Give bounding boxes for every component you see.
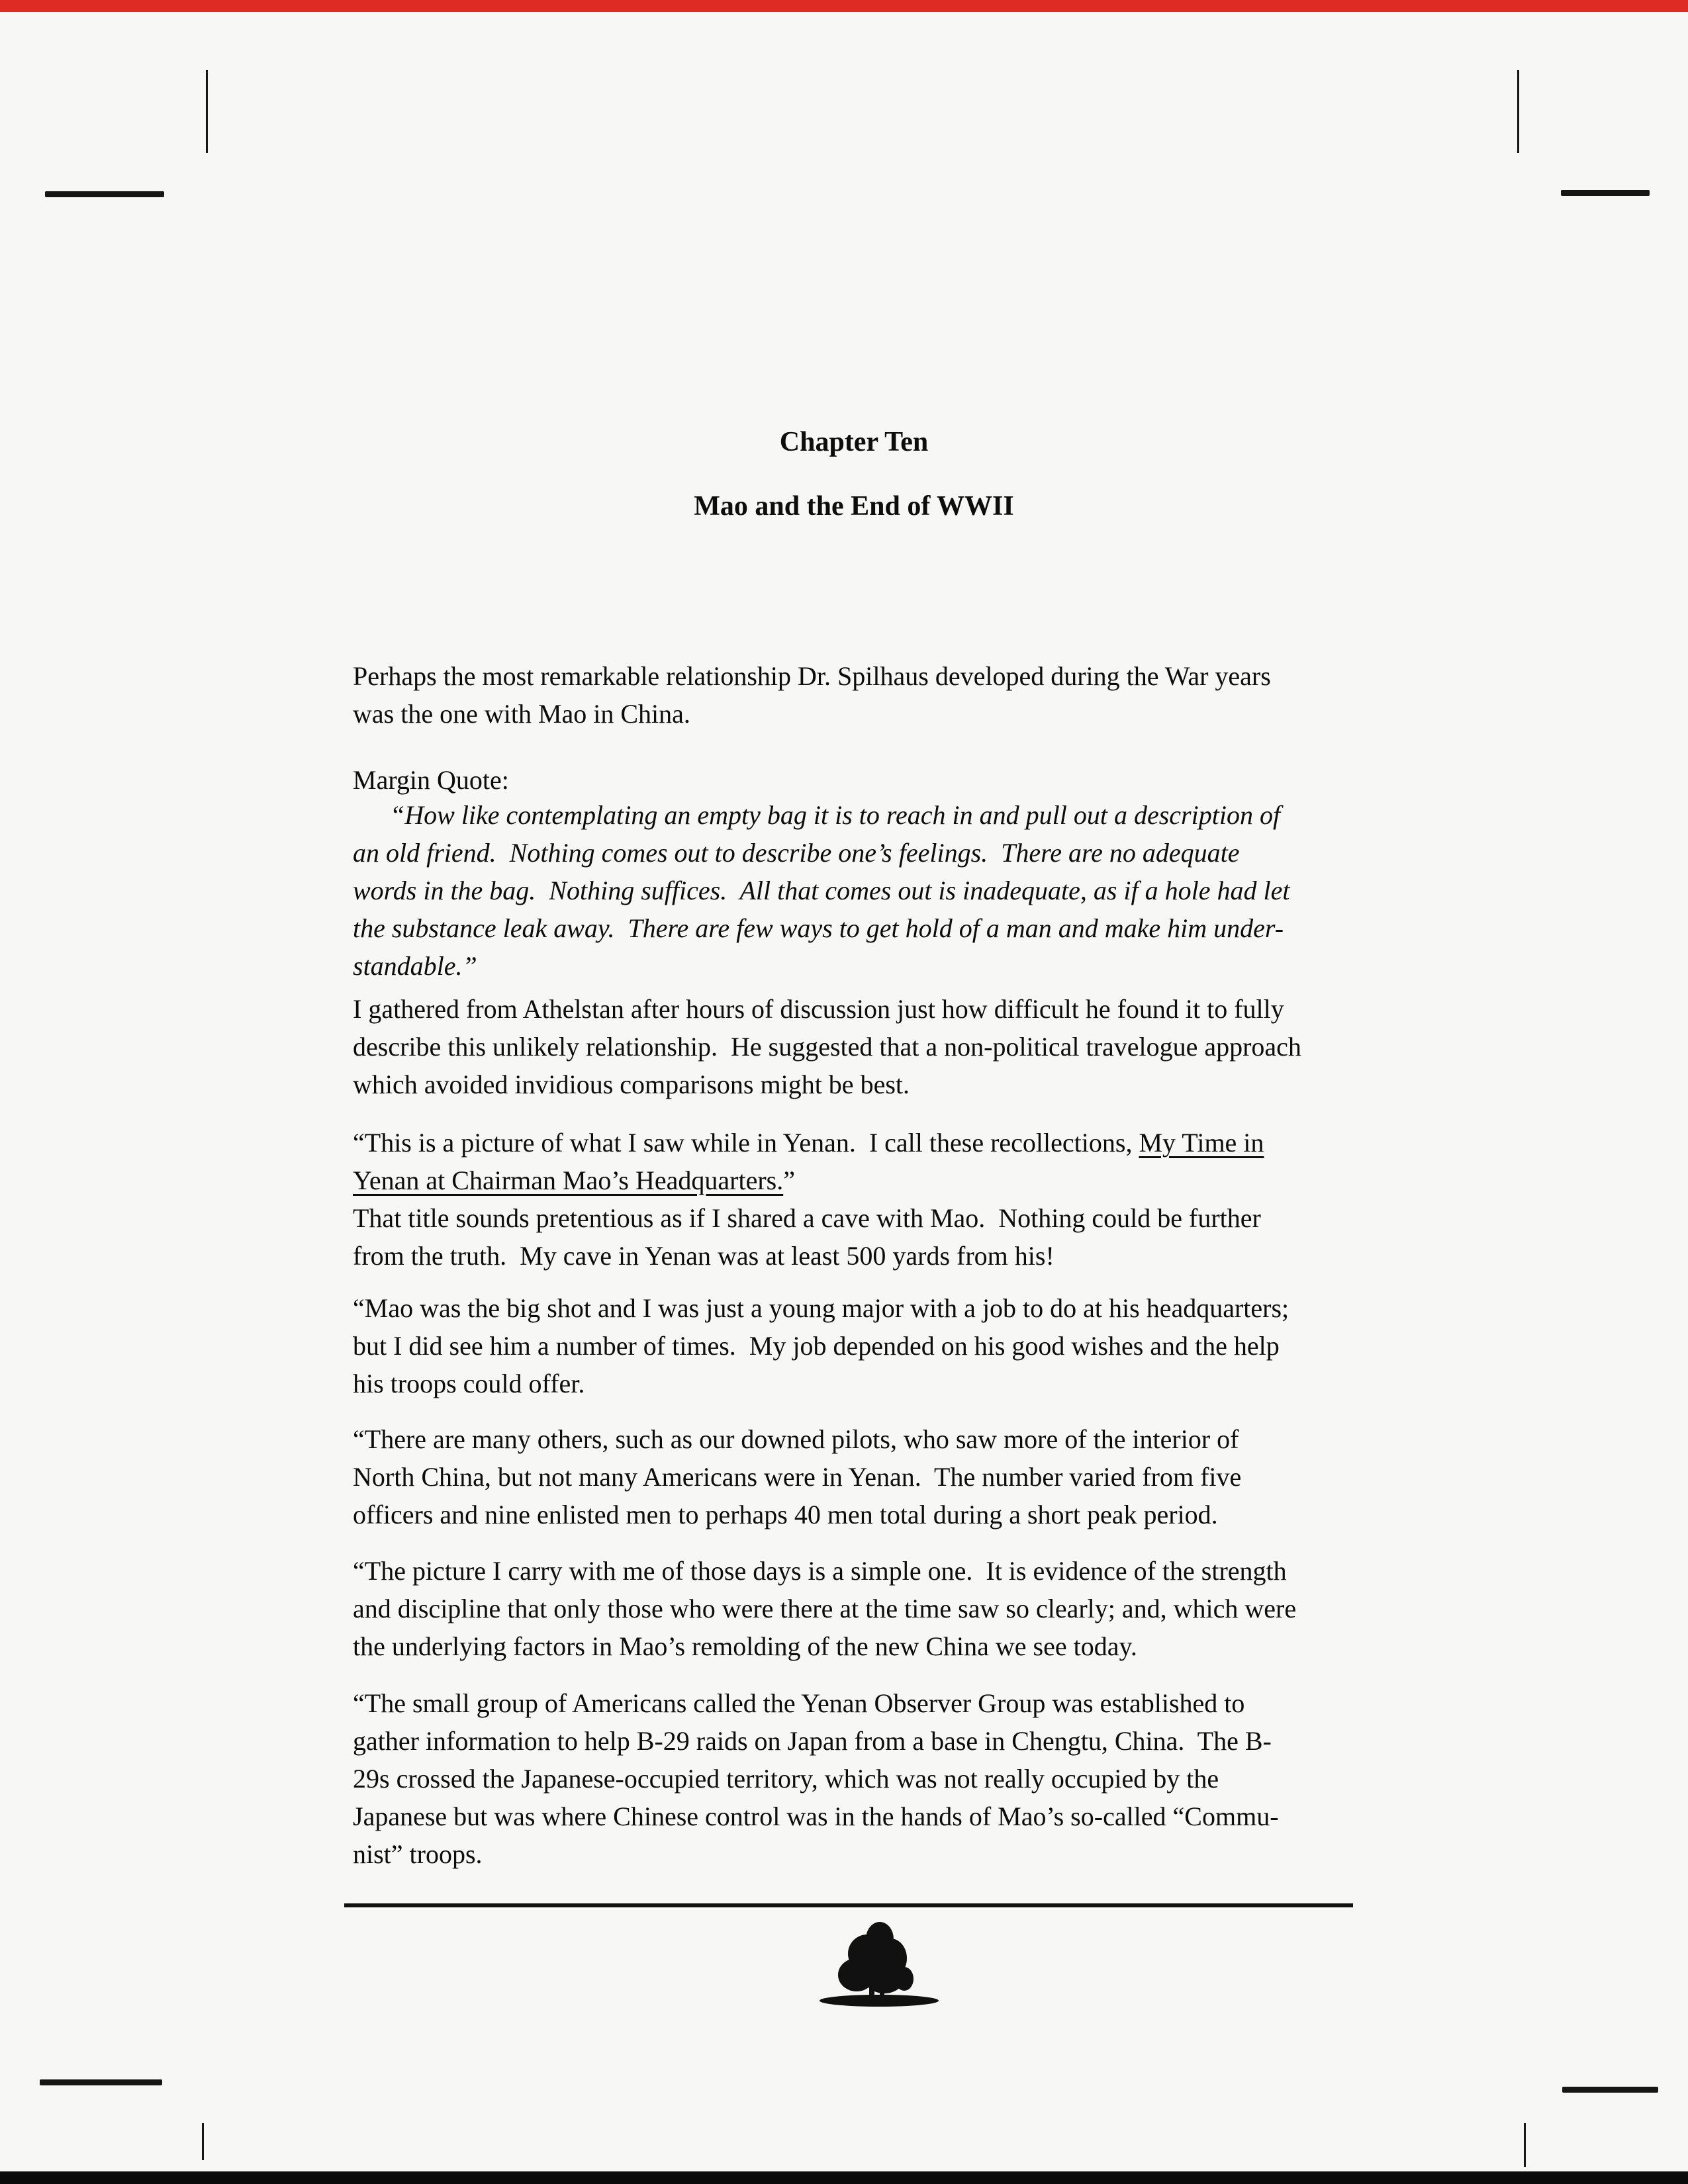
paragraph-athelstan — [353, 990, 1301, 1103]
text-line — [353, 1124, 1264, 1161]
registration-mark-bottom-left-dash — [40, 2079, 162, 2085]
text-line: but I did see him a number of times. My job depended on his good wishes and the help — [353, 1331, 1280, 1361]
text-line: from the truth. My cave in Yenan was at least 500 yards from his! — [353, 1241, 1055, 1271]
underlined-book-title: Yenan at Chairman Mao’s Headquarters. — [353, 1165, 784, 1195]
text-line: “There are many others, such as our downed pilots, who saw more of the interior of — [353, 1424, 1239, 1454]
text-line: an old friend. Nothing comes out to describe one’s feelings. There are no adequate — [353, 838, 1240, 868]
margin-quote-label-block — [353, 761, 509, 799]
paragraph-big-shot — [353, 1289, 1289, 1402]
tree-logo-icon — [813, 1921, 945, 2008]
registration-mark-top-left-vertical — [206, 70, 208, 153]
paragraph-simple-picture — [353, 1552, 1296, 1665]
text-line — [353, 1161, 1264, 1199]
paragraph-many-others — [353, 1420, 1241, 1533]
text-line: Japanese but was where Chinese control was in the hands of Mao’s so-called “Commu- — [353, 1801, 1279, 1831]
text-line: officers and nine enlisted men to perhaps 40 men total during a short peak period. — [353, 1500, 1218, 1529]
text-line: the substance leak away. There are few ways to get hold of a man and make him under- — [353, 913, 1284, 943]
chapter-heading: Chapter Ten — [779, 427, 929, 457]
text-line: North China, but not many Americans were in Yenan. The number varied from five — [353, 1462, 1242, 1492]
paragraph-intro — [353, 657, 1271, 733]
registration-mark-bottom-left-vertical — [202, 2123, 204, 2160]
text-line: 29s crossed the Japanese-occupied territory, which was not really occupied by the — [353, 1764, 1219, 1794]
registration-mark-top-right-vertical — [1517, 70, 1519, 153]
paragraph-yenan-picture — [353, 1124, 1264, 1275]
paragraph-observer-group — [353, 1684, 1279, 1873]
text-line: which avoided invidious comparisons might be best. — [353, 1069, 910, 1099]
text-line: his troops could offer. — [353, 1369, 585, 1398]
text-line: That title sounds pretentious as if I shared a cave with Mao. Nothing could be further — [353, 1203, 1261, 1233]
text-line: was the one with Mao in China. — [353, 699, 690, 729]
text-line: Perhaps the most remarkable relationship Dr. Spilhaus developed during the War years — [353, 661, 1271, 691]
scan-edge-top-bar — [0, 0, 1688, 12]
registration-mark-top-left-dash — [45, 191, 164, 197]
text-line: describe this unlikely relationship. He suggested that a non-political travelogue approach — [353, 1032, 1301, 1062]
text-segment: “This is a picture of what I saw while in Yenan. I call these recollections, — [353, 1128, 1139, 1158]
margin-quote — [353, 796, 1290, 985]
margin-quote-label: Margin Quote: — [353, 765, 509, 795]
registration-mark-top-right-dash — [1561, 190, 1650, 196]
underlined-book-title: My Time in — [1139, 1128, 1264, 1158]
text-line: standable.” — [353, 951, 477, 981]
registration-mark-bottom-right-dash — [1562, 2087, 1658, 2093]
footer-rule — [344, 1903, 1353, 1907]
scan-edge-bottom-bar — [0, 2171, 1688, 2184]
registration-mark-bottom-right-vertical — [1524, 2123, 1526, 2167]
text-line: “Mao was the big shot and I was just a young major with a job to do at his headquarters; — [353, 1293, 1289, 1323]
text-line: words in the bag. Nothing suffices. All that comes out is inadequate, as if a hole had let — [353, 876, 1290, 905]
text-line: “How like contemplating an empty bag it is to reach in and pull out a description of — [390, 800, 1281, 830]
text-line: “The small group of Americans called the Yenan Observer Group was established to — [353, 1688, 1245, 1718]
text-line: and discipline that only those who were there at the time saw so clearly; and, which were — [353, 1594, 1297, 1623]
text-line: “The picture I carry with me of those days is a simple one. It is evidence of the strength — [353, 1556, 1287, 1586]
text-line: gather information to help B-29 raids on Japan from a base in Chengtu, China. The B- — [353, 1726, 1272, 1756]
chapter-title: Mao and the End of WWII — [694, 491, 1014, 522]
text-segment: ” — [783, 1165, 795, 1195]
text-line: nist” troops. — [353, 1839, 483, 1869]
text-line: I gathered from Athelstan after hours of discussion just how difficult he found it to fully — [353, 994, 1284, 1024]
text-line: the underlying factors in Mao’s remolding of the new China we see today. — [353, 1631, 1137, 1661]
